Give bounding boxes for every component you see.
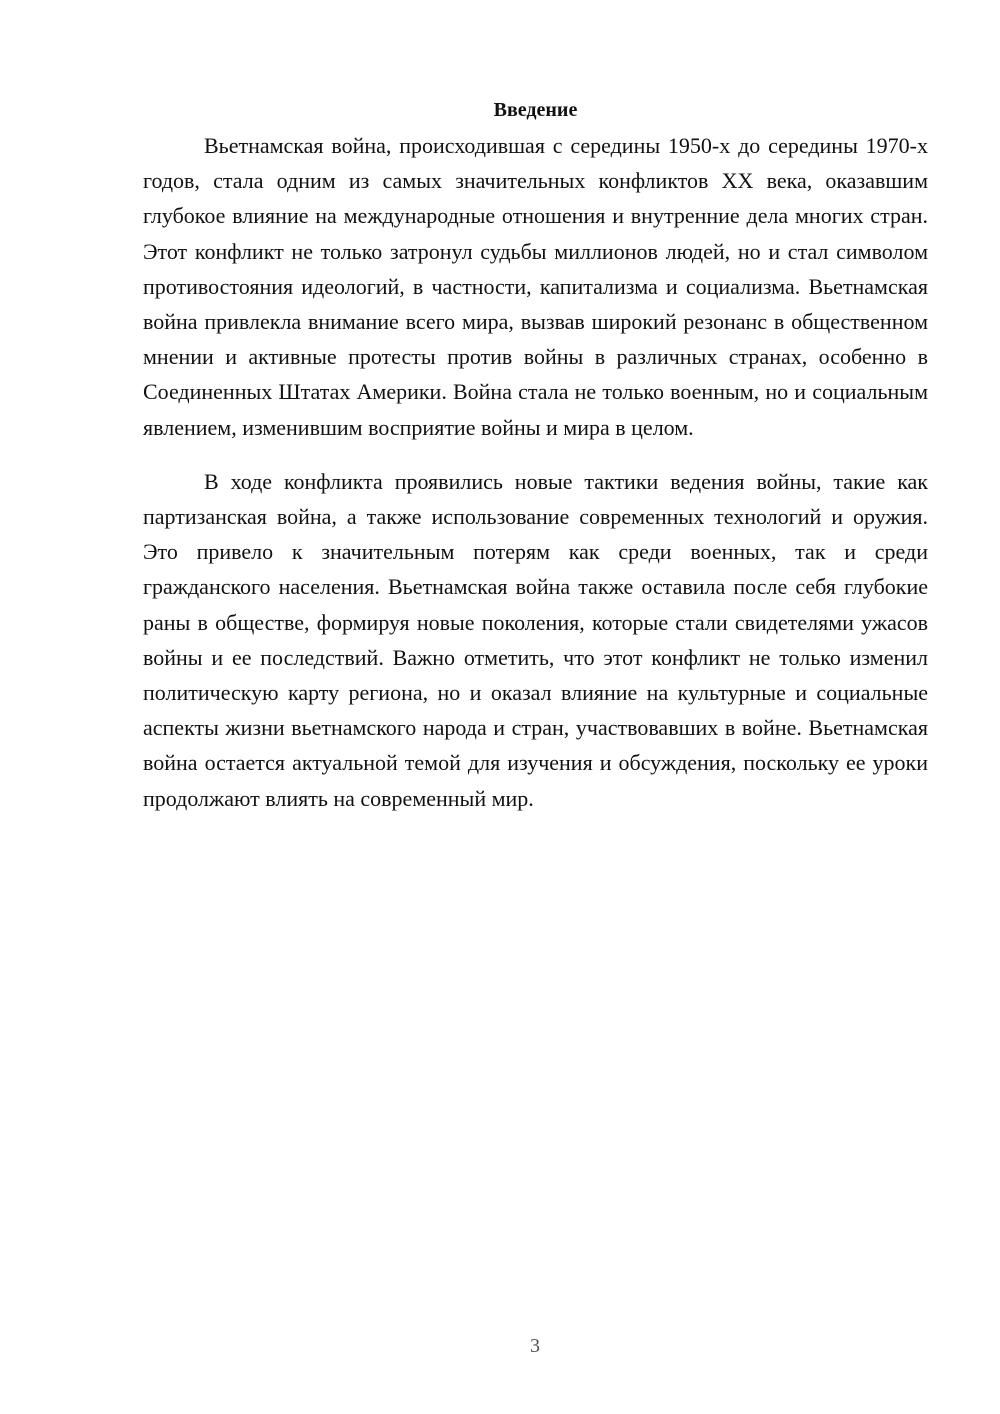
page-content bbox=[143, 93, 928, 816]
paragraph-1: Вьетнамская война, происходившая с середины 1950-х до середины 1970-х годов, стала одним из самых значительных конфликтов XX века, оказавшим глубокое влияние на международные отношения и внутренние дела многих стран. Этот конфликт не только затронул судьбы миллионов людей, но и стал символом противостояния идеологий, в частности, капитализма и социализма. Вьетнамская война привлекла внимание всего мира, вызвав широкий резонанс в общественном мнении и активные протесты против войны в различных странах, особенно в Соединенных Штатах Америки. Война стала не только военным, но и социальным явлением, изменившим восприятие войны и мира в целом. bbox=[143, 133, 928, 440]
paragraph-2: В ходе конфликта проявились новые тактики ведения войны, такие как партизанская война, а также использование современных технологий и оружия. Это привело к значительным потерям как среди военных, так и среди гражданского населения. Вьетнамская война также оставила после себя глубокие раны в обществе, формируя новые поколения, которые стали свидетелями ужасов войны и ее последствий. Важно отметить, что этот конфликт не только изменил политическую карту региона, но и оказал влияние на культурные и социальные аспекты жизни вьетнамского народа и стран, участвовавших в войне. Вьетнамская война остается актуальной темой для изучения и обсуждения, поскольку ее уроки продолжают влиять на современный мир. bbox=[143, 468, 928, 811]
page-number: 3 bbox=[530, 1335, 540, 1357]
section-title: Введение bbox=[493, 99, 578, 121]
